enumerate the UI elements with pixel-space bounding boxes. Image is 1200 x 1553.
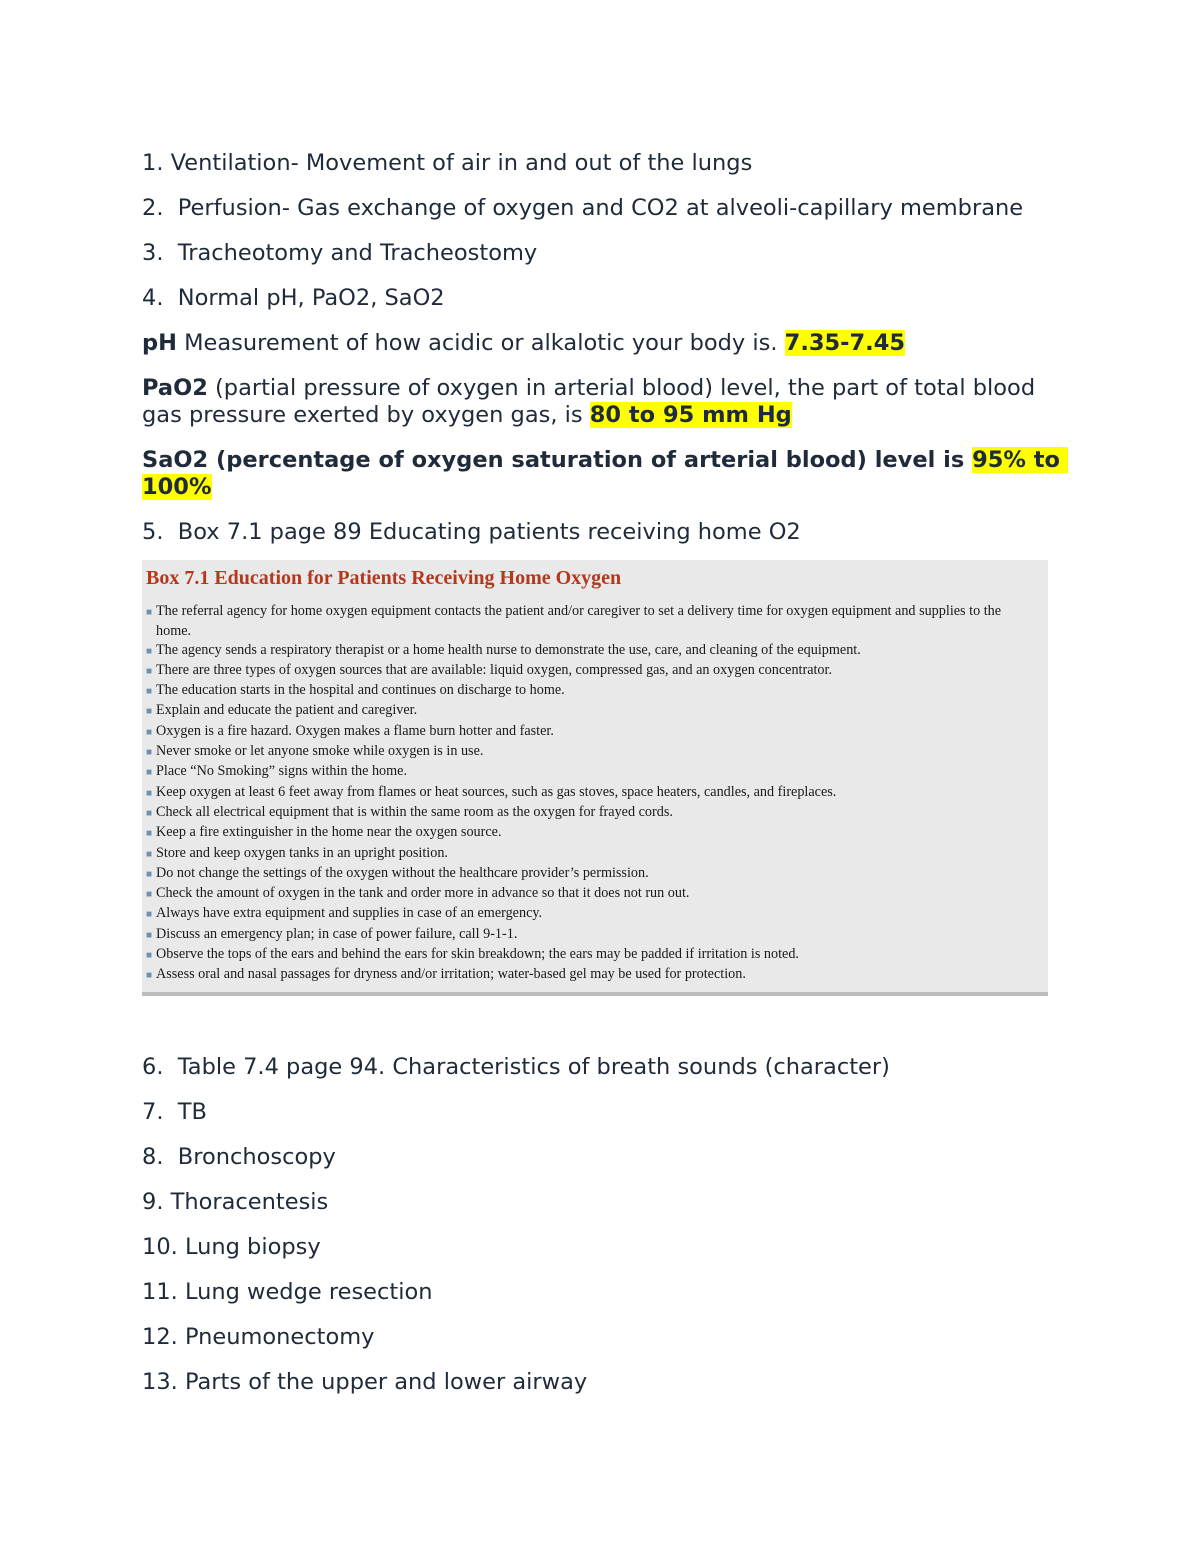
box-bullet-text: The agency sends a respiratory therapist or a home health nurse to demonstrate the use, care, and cleaning of the equipment. (156, 641, 861, 658)
box-bullet-item (146, 641, 1038, 661)
box-7-1-figure (142, 560, 1048, 996)
bullet-icon: ■ (146, 787, 153, 799)
list-item-1: 1. Ventilation- Movement of air in and out of the lungs (142, 150, 753, 176)
box-bullet-item (146, 904, 1038, 924)
pao2-value: 80 to 95 mm Hg (589, 402, 792, 428)
bullet-icon: ■ (146, 929, 153, 941)
bullet-icon: ■ (146, 848, 153, 860)
list-item-7: 7. TB (142, 1098, 207, 1125)
sao2-value: 95% to 100% (142, 447, 1068, 500)
list-item-12: 12. Pneumonectomy (142, 1323, 375, 1350)
bullet-icon: ■ (146, 828, 153, 840)
box-bullet-text: Explain and educate the patient and caregiver. (156, 702, 418, 719)
box-bullet-item (146, 602, 1038, 641)
bullet-icon: ■ (146, 807, 153, 819)
box-title: Box 7.1 Education for Patients Receiving Home Oxygen (146, 567, 622, 589)
box-bullet-text: Store and keep oxygen tanks in an upright position. (156, 844, 448, 861)
bullet-icon: ■ (146, 767, 153, 779)
box-bullet-text: The referral agency for home oxygen equipment contacts the patient and/or caregiver to set a delivery time for oxygen equipment and supplies to the home. (156, 603, 1002, 640)
box-bullet-item (146, 884, 1038, 904)
list-item-13: 13. Parts of the upper and lower airway (142, 1368, 588, 1395)
box-bullet-item (146, 681, 1038, 701)
pao2-term: PaO2 (142, 375, 208, 401)
box-bullet-text: Observe the tops of the ears and behind the ears for skin breakdown; the ears may be padded if irritation is noted. (156, 946, 799, 963)
box-bullet-item (146, 742, 1038, 762)
box-bullet-text: Always have extra equipment and supplies in case of an emergency. (156, 905, 543, 922)
box-bullet-item (146, 722, 1038, 742)
box-bullet-text: Never smoke or let anyone smoke while oxygen is in use. (156, 743, 484, 760)
bullet-icon: ■ (146, 747, 153, 759)
box-bullet-text: There are three types of oxygen sources that are available: liquid oxygen, compressed gas, and an oxygen concentrator. (156, 661, 833, 678)
pao2-desc: (partial pressure of oxygen in arterial blood) level, the part of total blood gas pressure exerted by oxygen gas, is (142, 375, 1043, 428)
list-item-6: 6. Table 7.4 page 94. Characteristics of breath sounds (character) (142, 1053, 890, 1080)
ph-desc: Measurement of how acidic or alkalotic your body is. (176, 330, 785, 356)
box-bullet-text: Check all electrical equipment that is within the same room as the oxygen for frayed cords. (156, 803, 673, 820)
box-bullet-text: Do not change the settings of the oxygen without the healthcare provider’s permission. (156, 864, 649, 881)
list-item-5: 5. Box 7.1 page 89 Educating patients receiving home O2 (142, 519, 801, 545)
ph-term: pH (142, 330, 177, 356)
bullet-icon: ■ (146, 970, 153, 982)
box-bullet-item (146, 783, 1038, 803)
ph-paragraph (142, 330, 1062, 357)
box-bullet-text: Oxygen is a fire hazard. Oxygen makes a flame burn hotter and faster. (156, 722, 554, 739)
spacer (142, 996, 1062, 1054)
document-page (142, 150, 1068, 1414)
bullet-icon: ■ (146, 607, 153, 618)
pao2-paragraph (142, 375, 1062, 429)
box-bullet-text: Check the amount of oxygen in the tank and order more in advance so that it does not run out. (156, 885, 690, 902)
list-item-10: 10. Lung biopsy (142, 1233, 321, 1260)
bullet-icon: ■ (146, 868, 153, 880)
sao2-paragraph (142, 447, 1068, 501)
box-bullet-item (146, 823, 1038, 843)
bullet-icon: ■ (146, 665, 153, 677)
box-bullet-text: Discuss an emergency plan; in case of power failure, call 9-1-1. (156, 925, 518, 942)
box-bullet-item (146, 803, 1038, 823)
bullet-icon: ■ (146, 645, 153, 657)
box-bullet-item (146, 844, 1038, 864)
box-bullet-text: Keep a fire extinguisher in the home near the oxygen source. (156, 824, 502, 841)
box-bullet-item (146, 965, 1038, 985)
bullet-icon: ■ (146, 909, 153, 921)
box-bullet-item (146, 925, 1038, 945)
list-item-8: 8. Bronchoscopy (142, 1143, 336, 1170)
bullet-icon: ■ (146, 686, 153, 698)
box-bullet-item (146, 762, 1038, 782)
bullet-icon: ■ (146, 950, 153, 962)
list-item-9: 9. Thoracentesis (142, 1188, 329, 1215)
box-bullet-text: Assess oral and nasal passages for dryness and/or irritation; water-based gel may be used for protection. (156, 966, 746, 983)
bullet-icon: ■ (146, 706, 153, 718)
list-item-3: 3. Tracheotomy and Tracheostomy (142, 240, 538, 266)
bullet-icon: ■ (146, 889, 153, 901)
list-item-11: 11. Lung wedge resection (142, 1278, 433, 1305)
box-bullet-text: Keep oxygen at least 6 feet away from flames or heat sources, such as gas stoves, space heaters, candles, and fireplaces. (156, 783, 837, 800)
box-bullet-item (146, 661, 1038, 681)
ph-value: 7.35-7.45 (784, 330, 906, 356)
list-item-2: 2. Perfusion- Gas exchange of oxygen and CO2 at alveoli-capillary membrane (142, 195, 1024, 221)
sao2-desc: SaO2 (percentage of oxygen saturation of arterial blood) level is (142, 447, 973, 473)
box-bullet-item (146, 945, 1038, 965)
list-item-4: 4. Normal pH, PaO2, SaO2 (142, 285, 445, 311)
box-bullet-item (146, 701, 1038, 721)
box-bullet-item (146, 864, 1038, 884)
box-bullet-text: Place “No Smoking” signs within the home. (156, 763, 408, 780)
bullet-icon: ■ (146, 726, 153, 738)
box-bullet-text: The education starts in the hospital and continues on discharge to home. (156, 682, 565, 699)
box-bullet-list (146, 602, 1038, 986)
